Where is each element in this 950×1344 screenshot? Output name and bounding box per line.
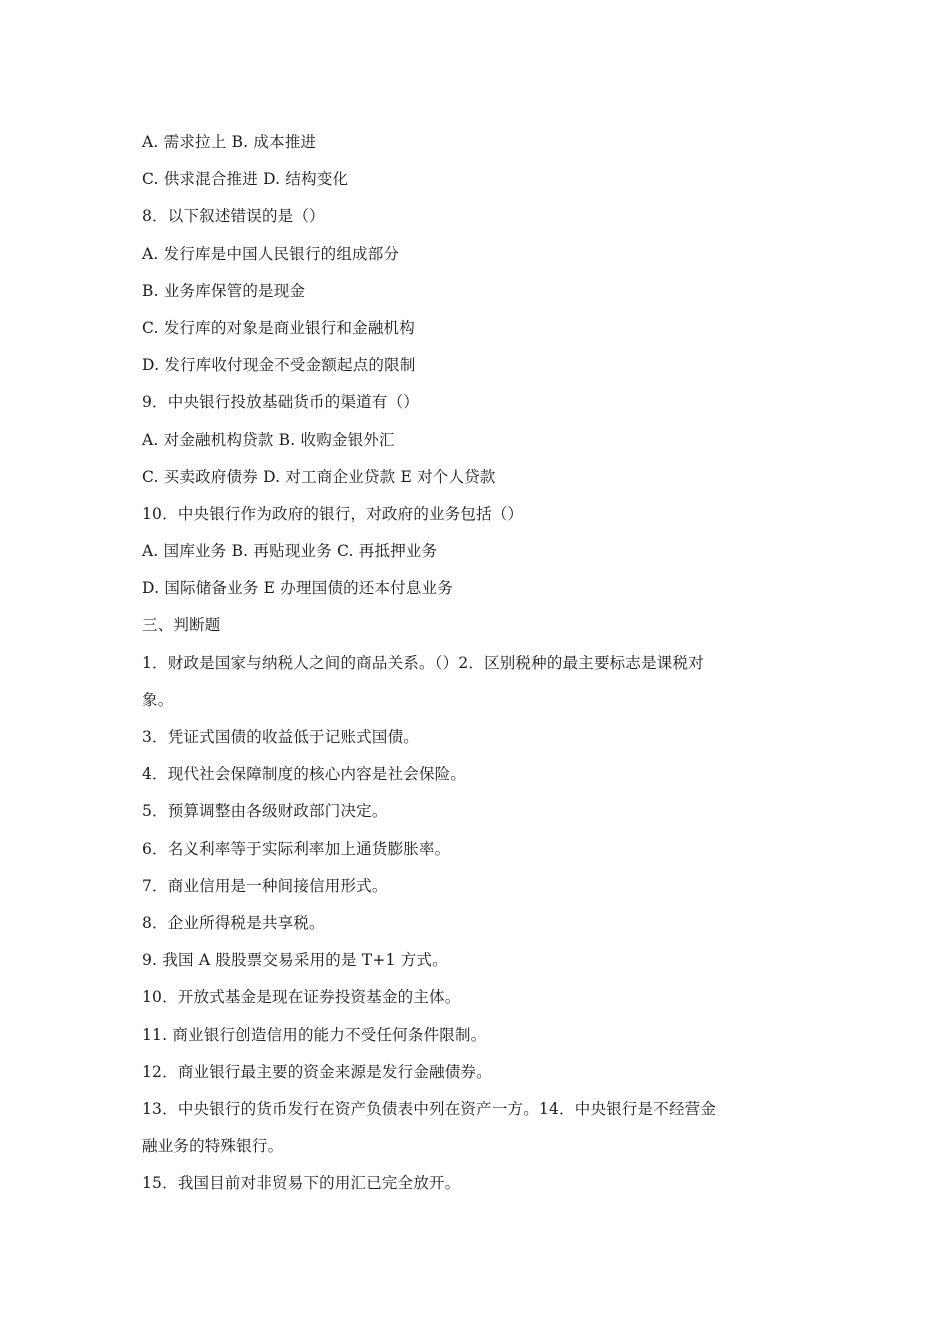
document-body bbox=[142, 124, 782, 1202]
question-9-options-c-d-e: C. 买卖政府债券 D. 对工商企业贷款 E 对个人贷款 bbox=[142, 467, 496, 486]
question-8-option-c: C. 发行库的对象是商业银行和金融机构 bbox=[142, 318, 415, 337]
statement-12: 12．商业银行最主要的资金来源是发行金融债券。 bbox=[142, 1062, 492, 1081]
question-9: 9．中央银行投放基础货币的渠道有（） bbox=[142, 393, 419, 412]
question-8: 8．以下叙述错误的是（） bbox=[142, 207, 325, 226]
statement-4: 4．现代社会保障制度的核心内容是社会保险。 bbox=[142, 765, 467, 784]
option-line-c-d: C. 供求混合推进 D. 结构变化 bbox=[142, 170, 349, 189]
statement-15: 15．我国目前对非贸易下的用汇已完全放开。 bbox=[142, 1174, 461, 1193]
statement-13-14: 13．中央银行的货币发行在资产负债表中列在资产一方。14．中央银行是不经营金 bbox=[142, 1099, 717, 1118]
question-10-options-a-b-c: A. 国库业务 B. 再贴现业务 C. 再抵押业务 bbox=[142, 542, 438, 561]
statement-6: 6．名义利率等于实际利率加上通货膨胀率。 bbox=[142, 839, 451, 858]
statement-14-continued: 融业务的特殊银行。 bbox=[142, 1137, 284, 1156]
statement-10: 10．开放式基金是现在证券投资基金的主体。 bbox=[142, 988, 461, 1007]
statement-1-2: 1．财政是国家与纳税人之间的商品关系。（）2．区别税种的最主要标志是课税对 bbox=[142, 653, 704, 672]
statement-5: 5．预算调整由各级财政部门决定。 bbox=[142, 802, 388, 821]
question-10-options-d-e: D. 国际储备业务 E 办理国债的还本付息业务 bbox=[142, 579, 453, 598]
section-heading-true-false: 三、判断题 bbox=[142, 616, 221, 635]
statement-8: 8．企业所得税是共享税。 bbox=[142, 913, 325, 932]
question-10: 10．中央银行作为政府的银行，对政府的业务包括（） bbox=[142, 504, 524, 523]
statement-7: 7．商业信用是一种间接信用形式。 bbox=[142, 876, 388, 895]
statement-2-continued: 象。 bbox=[142, 690, 174, 709]
option-line-a-b: A. 需求拉上 B. 成本推进 bbox=[142, 133, 317, 151]
statement-3: 3．凭证式国债的收益低于记账式国债。 bbox=[142, 728, 419, 746]
statement-11: 11. 商业银行创造信用的能力不受任何条件限制。 bbox=[142, 1025, 487, 1044]
question-9-options-a-b: A. 对金融机构贷款 B. 收购金银外汇 bbox=[142, 430, 395, 449]
question-8-option-b: B. 业务库保管的是现金 bbox=[142, 281, 306, 300]
question-8-option-d: D. 发行库收付现金不受金额起点的限制 bbox=[142, 356, 416, 375]
statement-9: 9. 我国 A 股股票交易采用的是 T+1 方式。 bbox=[142, 951, 448, 970]
question-8-option-a: A. 发行库是中国人民银行的组成部分 bbox=[142, 244, 400, 263]
